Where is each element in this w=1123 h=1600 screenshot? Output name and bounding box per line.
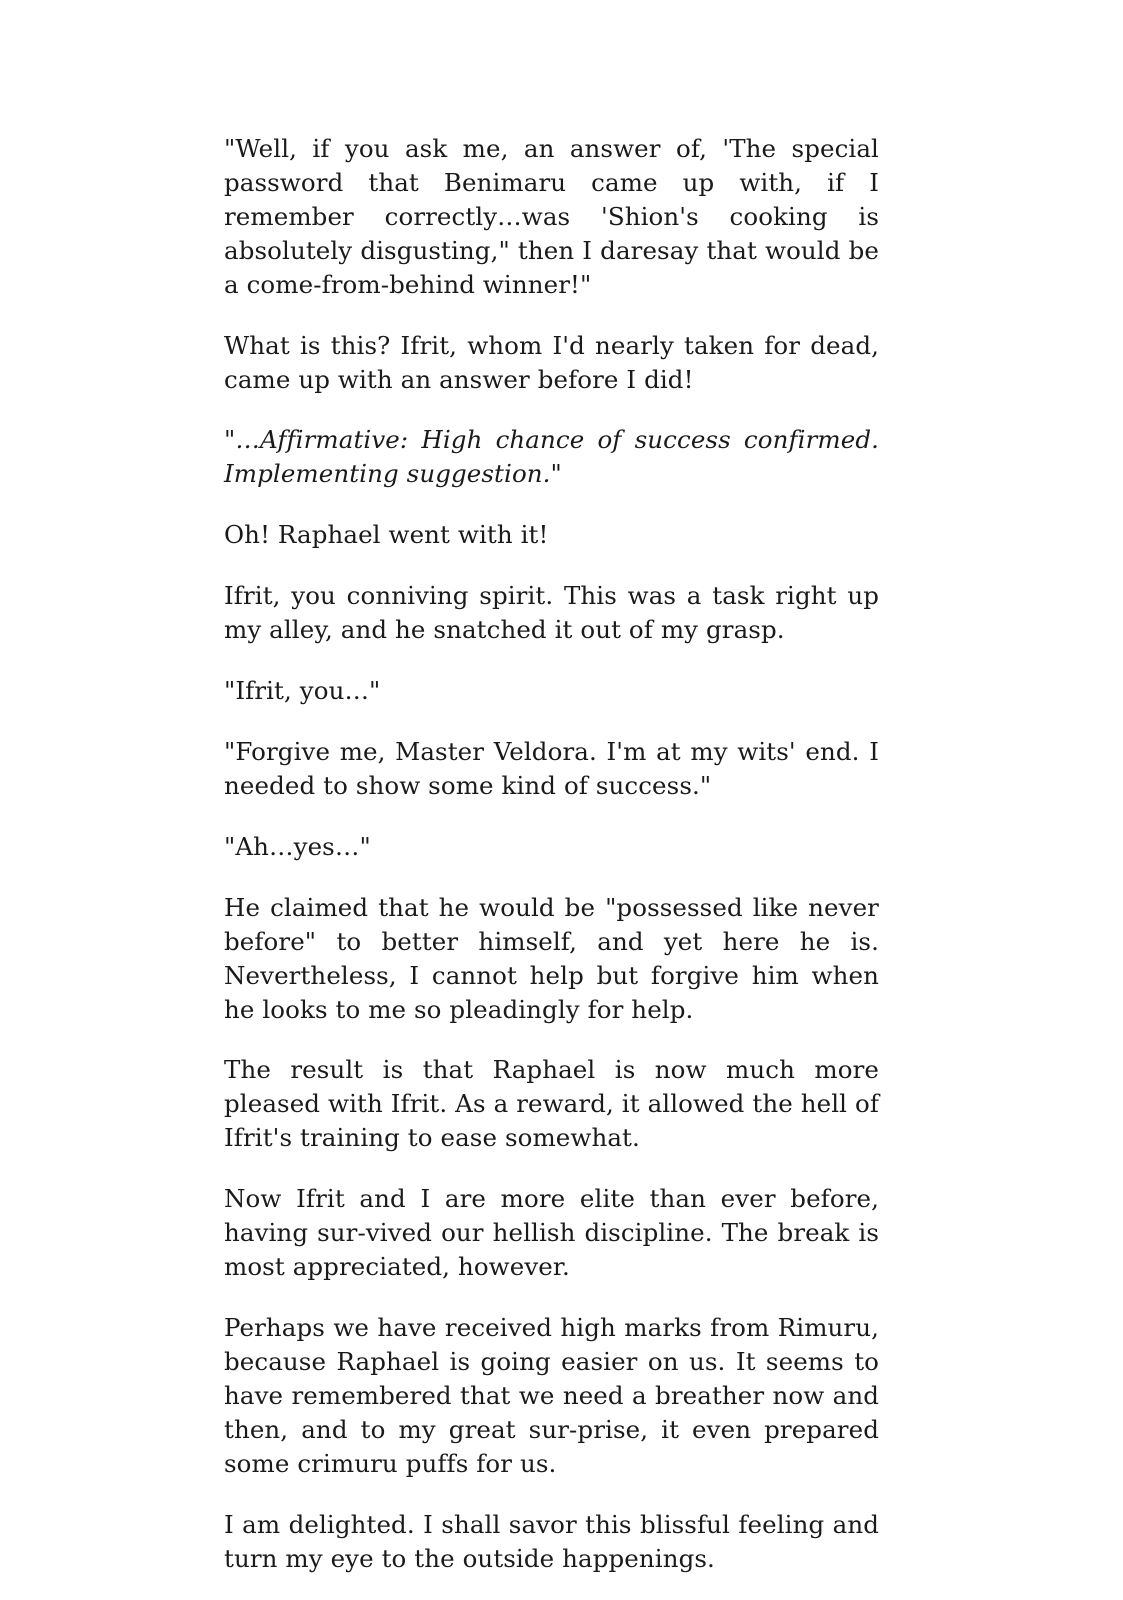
paragraph: He claimed that he would be "possessed like never before" to better himself, and yet here he is. Nevertheless, I cannot help but forgive him when he looks to me so pleadingly for help.: [224, 892, 879, 1024]
paragraph: I am delighted. I shall savor this blissful feeling and turn my eye to the outside happenings.: [224, 1509, 879, 1573]
body-text-column: [224, 132, 879, 1575]
paragraph: Ifrit, you conniving spirit. This was a task right up my alley, and he snatched it out of my grasp.: [224, 581, 879, 645]
paragraph: The result is that Raphael is now much more pleased with Ifrit. As a reward, it allowed the hell of Ifrit's training to ease somewhat.: [224, 1055, 879, 1153]
paragraph: Oh! Raphael went with it!: [224, 520, 549, 550]
paragraph: Now Ifrit and I are more elite than ever before, having sur-vived our hellish discipline. The break is most appreciated, however.: [224, 1184, 879, 1282]
paragraph-italic-skill-voice: "…Affirmative: High chance of success confirmed. Implementing suggestion.": [224, 425, 879, 489]
paragraph: "Well, if you ask me, an answer of, 'The special password that Benimaru came up with, if I remember correctly…was 'Shion's cooking is absolutely disgusting," then I daresay that would be a come-from-behind winner!": [224, 134, 879, 299]
paragraph-dialogue: "Ah…yes…": [224, 831, 371, 861]
paragraph: What is this? Ifrit, whom I'd nearly taken for dead, came up with an answer before I did!: [224, 330, 879, 394]
paragraph: Perhaps we have received high marks from Rimuru, because Raphael is going easier on us. It seems to have remembered that we need a breather now and then, and to my great sur-prise, it even prepared some crimuru puffs for us.: [224, 1312, 879, 1478]
paragraph-dialogue: "Ifrit, you…": [224, 676, 381, 706]
paragraph-dialogue: "Forgive me, Master Veldora. I'm at my wits' end. I needed to show some kind of success.": [224, 736, 879, 800]
